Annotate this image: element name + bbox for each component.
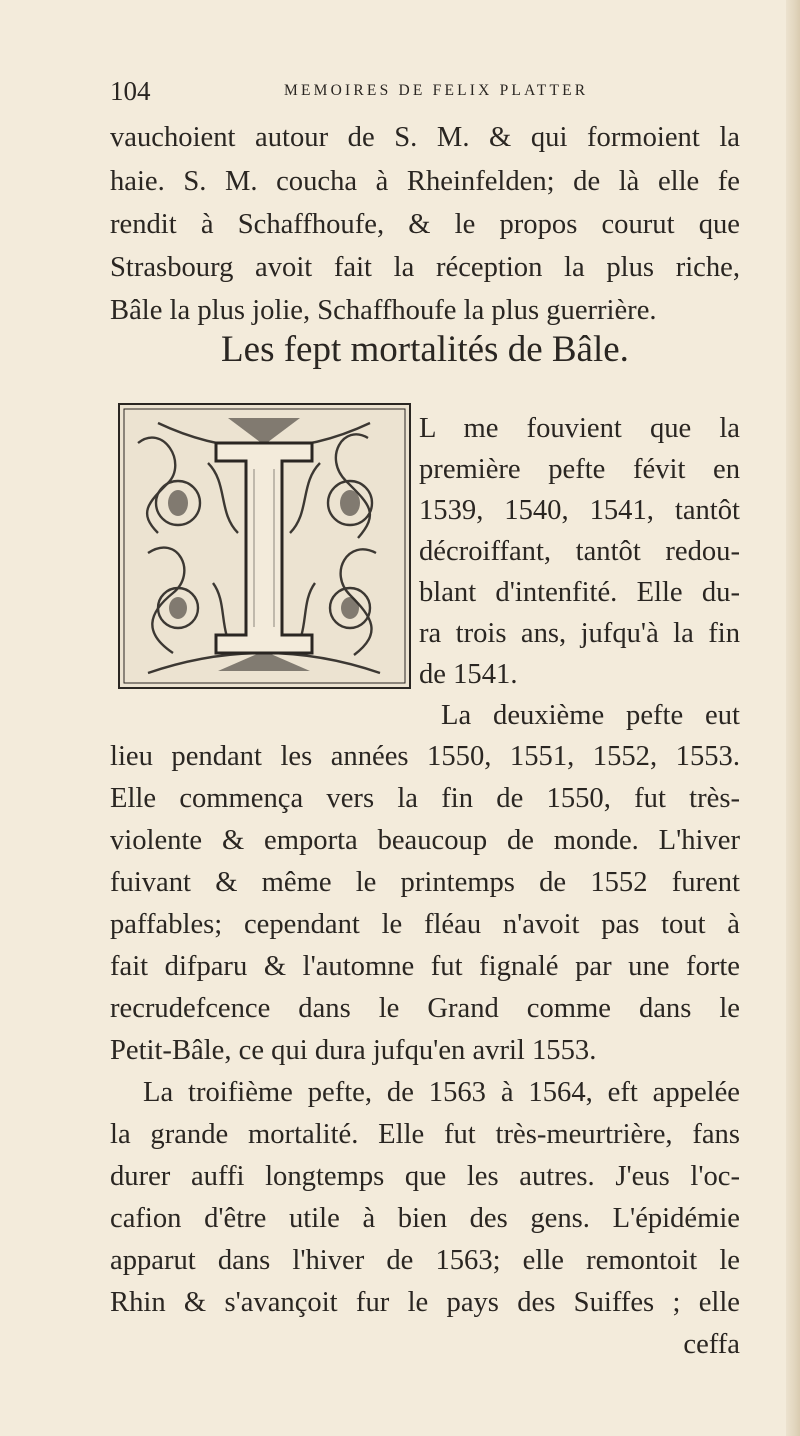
text-line: décroiffant, tantôt redou- xyxy=(419,536,740,567)
catchword: ceffa xyxy=(683,1329,740,1360)
text-line: 1539, 1540, 1541, tantôt xyxy=(419,495,740,526)
text-line: recrudefcence dans le Grand comme dans le xyxy=(110,993,740,1024)
page-number: 104 xyxy=(110,76,151,106)
text-line: rendit à Schaffhoufe, & le propos courut que xyxy=(110,209,740,240)
text-line: fait difparu & l'automne fut fignalé par une forte xyxy=(110,951,740,982)
text-line: de 1541. xyxy=(419,659,518,690)
running-head: MEMOIRES DE FELIX PLATTER xyxy=(284,82,589,99)
text-line: blant d'intenfité. Elle du- xyxy=(419,577,740,608)
text-line: durer auffi longtemps que les autres. J'eus l'oc- xyxy=(110,1161,740,1192)
text-line: La troifième pefte, de 1563 à 1564, eft appelée xyxy=(143,1077,740,1108)
text-line: Elle commença vers la fin de 1550, fut très- xyxy=(110,783,740,814)
page-edge xyxy=(786,0,800,1436)
text-line: paffables; cependant le fléau n'avoit pas tout à xyxy=(110,909,740,940)
text-line: L me fouvient que la xyxy=(419,413,740,444)
text-line: La deuxième pefte eut xyxy=(441,700,740,731)
section-title: Les fept mortalités de Bâle. xyxy=(221,329,629,370)
text-line: apparut dans l'hiver de 1563; elle remontoit le xyxy=(110,1245,740,1276)
text-line: vauchoient autour de S. M. & qui formoient la xyxy=(110,122,740,153)
text-line: Rhin & s'avançoit fur le pays des Suiffes ; elle xyxy=(110,1287,740,1318)
text-line: fuivant & même le printemps de 1552 furent xyxy=(110,867,740,898)
text-line: la grande mortalité. Elle fut très-meurtrière, fans xyxy=(110,1119,740,1150)
page-header xyxy=(110,76,740,106)
ornamental-initial xyxy=(118,403,411,689)
text-line: Petit-Bâle, ce qui dura jufqu'en avril 1553. xyxy=(110,1035,597,1066)
text-line: Bâle la plus jolie, Schaffhoufe la plus guerrière. xyxy=(110,295,657,326)
text-line: lieu pendant les années 1550, 1551, 1552, 1553. xyxy=(110,741,740,772)
text-line: haie. S. M. coucha à Rheinfelden; de là elle fe xyxy=(110,166,740,197)
text-line: violente & emporta beaucoup de monde. L'hiver xyxy=(110,825,740,856)
text-line: première pefte févit en xyxy=(419,454,740,485)
text-line: Strasbourg avoit fait la réception la plus riche, xyxy=(110,252,740,283)
text-line: cafion d'être utile à bien des gens. L'épidémie xyxy=(110,1203,740,1234)
text-line: ra trois ans, jufqu'à la fin xyxy=(419,618,740,649)
